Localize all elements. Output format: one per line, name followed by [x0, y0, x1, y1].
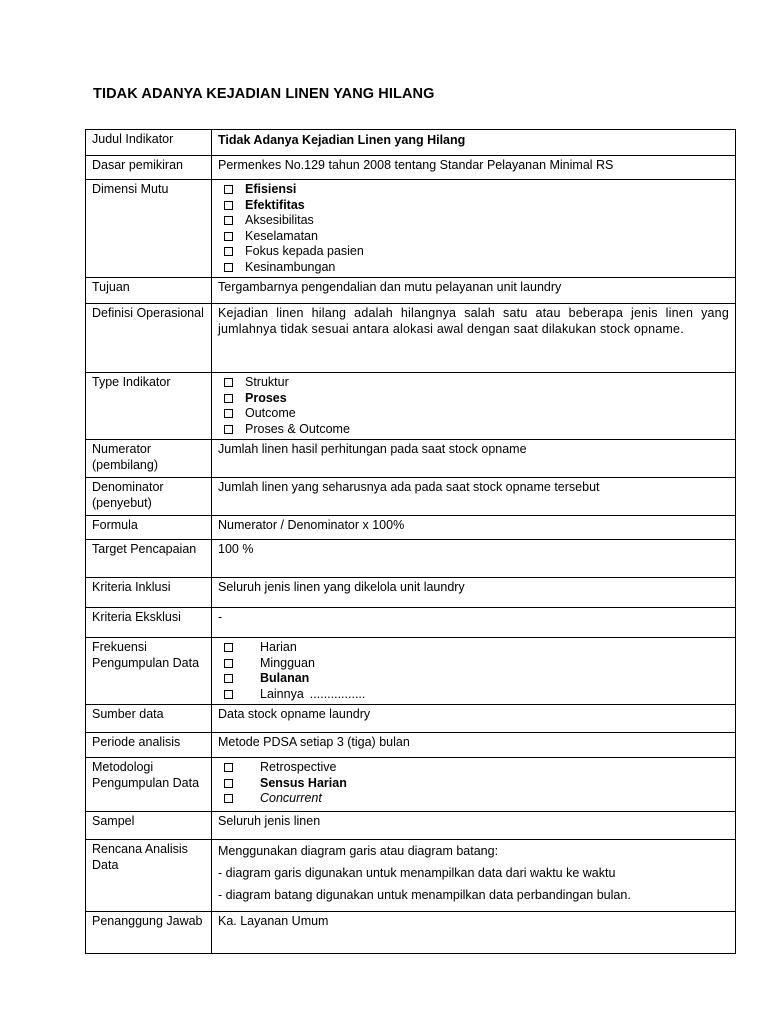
checkbox-icon	[224, 216, 233, 225]
checkbox-item: Mingguan	[224, 656, 729, 672]
rencana-line: - diagram garis digunakan untuk menampilkan data dari waktu ke waktu	[218, 866, 616, 880]
value-kriteria-inklusi: Seluruh jenis linen yang dikelola unit laundry	[212, 578, 736, 608]
checkbox-icon	[224, 794, 233, 803]
row-type-indikator	[86, 373, 736, 440]
checkbox-icon	[224, 425, 233, 434]
value-penanggung-jawab: Ka. Layanan Umum	[212, 912, 736, 954]
label-numerator: Numerator (pembilang)	[86, 440, 212, 478]
checkbox-item: Struktur	[224, 375, 729, 391]
value-dimensi-mutu	[212, 180, 736, 278]
label-kriteria-eksklusi: Kriteria Eksklusi	[86, 608, 212, 638]
row-target	[86, 540, 736, 578]
checkbox-item: Efektifitas	[224, 198, 729, 214]
indicator-table	[85, 129, 736, 954]
label-penanggung-jawab: Penanggung Jawab	[86, 912, 212, 954]
checkbox-icon	[224, 763, 233, 772]
label-tujuan: Tujuan	[86, 278, 212, 304]
checkbox-item: Aksesibilitas	[224, 213, 729, 229]
row-dimensi-mutu	[86, 180, 736, 278]
checkbox-icon	[224, 247, 233, 256]
frekuensi-list	[218, 640, 729, 702]
row-rencana-analisis	[86, 840, 736, 912]
row-dasar-pemikiran	[86, 156, 736, 180]
label-sumber-data: Sumber data	[86, 705, 212, 733]
checkbox-icon	[224, 185, 233, 194]
value-rencana-analisis	[212, 840, 736, 912]
lainnya-blank: ................	[309, 686, 366, 701]
checkbox-icon	[224, 409, 233, 418]
label-rencana-analisis: Rencana Analisis Data	[86, 840, 212, 912]
checkbox-item: Concurrent	[224, 791, 729, 807]
row-penanggung-jawab	[86, 912, 736, 954]
value-definisi-operasional: Kejadian linen hilang adalah hilangnya salah satu atau beberapa jenis linen yang jumlahnya tidak sesuai antara alokasi awal dengan saat dilakukan stock opname.	[212, 304, 736, 373]
label-kriteria-inklusi: Kriteria Inklusi	[86, 578, 212, 608]
checkbox-item: Keselamatan	[224, 229, 729, 245]
checkbox-item: Outcome	[224, 406, 729, 422]
row-kriteria-eksklusi	[86, 608, 736, 638]
value-target: 100 %	[212, 540, 736, 578]
checkbox-icon	[224, 263, 233, 272]
label-sampel: Sampel	[86, 812, 212, 840]
label-metodologi: Metodologi Pengumpulan Data	[86, 758, 212, 812]
rencana-line: - diagram batang digunakan untuk menampilkan data perbandingan bulan.	[218, 888, 631, 902]
checkbox-icon	[224, 232, 233, 241]
checkbox-item: Kesinambungan	[224, 260, 729, 276]
checkbox-item: Sensus Harian	[224, 776, 729, 792]
checkbox-icon	[224, 779, 233, 788]
row-metodologi	[86, 758, 736, 812]
checkbox-item: Fokus kepada pasien	[224, 244, 729, 260]
label-dimensi-mutu: Dimensi Mutu	[86, 180, 212, 278]
value-type-indikator	[212, 373, 736, 440]
row-numerator	[86, 440, 736, 478]
checkbox-item: Proses	[224, 391, 729, 407]
checkbox-item: Bulanan	[224, 671, 729, 687]
value-metodologi	[212, 758, 736, 812]
checkbox-icon	[224, 690, 233, 699]
checkbox-icon	[224, 674, 233, 683]
label-judul-indikator: Judul Indikator	[86, 130, 212, 156]
row-kriteria-inklusi	[86, 578, 736, 608]
label-denominator: Denominator (penyebut)	[86, 478, 212, 516]
value-sumber-data: Data stock opname laundry	[212, 705, 736, 733]
value-denominator: Jumlah linen yang seharusnya ada pada saat stock opname tersebut	[212, 478, 736, 516]
value-frekuensi	[212, 638, 736, 705]
checkbox-icon	[224, 394, 233, 403]
value-numerator: Jumlah linen hasil perhitungan pada saat stock opname	[212, 440, 736, 478]
row-formula	[86, 516, 736, 540]
label-target: Target Pencapaian	[86, 540, 212, 578]
checkbox-item: Proses & Outcome	[224, 422, 729, 438]
value-sampel: Seluruh jenis linen	[212, 812, 736, 840]
checkbox-icon	[224, 643, 233, 652]
rencana-line: Menggunakan diagram garis atau diagram batang:	[218, 844, 499, 858]
value-dasar-pemikiran: Permenkes No.129 tahun 2008 tentang Standar Pelayanan Minimal RS	[212, 156, 736, 180]
row-tujuan	[86, 278, 736, 304]
row-periode-analisis	[86, 733, 736, 758]
checkbox-icon	[224, 659, 233, 668]
checkbox-icon	[224, 378, 233, 387]
checkbox-item: Lainnya ................	[224, 687, 729, 703]
dimensi-mutu-list	[218, 182, 729, 275]
row-denominator	[86, 478, 736, 516]
checkbox-item: Efisiensi	[224, 182, 729, 198]
checkbox-item: Retrospective	[224, 760, 729, 776]
label-definisi-operasional: Definisi Operasional	[86, 304, 212, 373]
label-periode-analisis: Periode analisis	[86, 733, 212, 758]
checkbox-item: Harian	[224, 640, 729, 656]
row-sampel	[86, 812, 736, 840]
row-judul-indikator	[86, 130, 736, 156]
row-frekuensi	[86, 638, 736, 705]
label-type-indikator: Type Indikator	[86, 373, 212, 440]
label-dasar-pemikiran: Dasar pemikiran	[86, 156, 212, 180]
type-indikator-list	[218, 375, 729, 437]
row-sumber-data	[86, 705, 736, 733]
metodologi-list	[218, 760, 729, 807]
checkbox-icon	[224, 201, 233, 210]
value-judul-indikator: Tidak Adanya Kejadian Linen yang Hilang	[212, 130, 736, 156]
label-formula: Formula	[86, 516, 212, 540]
document-title: TIDAK ADANYA KEJADIAN LINEN YANG HILANG	[93, 86, 435, 102]
value-tujuan: Tergambarnya pengendalian dan mutu pelayanan unit laundry	[212, 278, 736, 304]
value-formula: Numerator / Denominator x 100%	[212, 516, 736, 540]
value-periode-analisis: Metode PDSA setiap 3 (tiga) bulan	[212, 733, 736, 758]
value-kriteria-eksklusi: -	[212, 608, 736, 638]
label-frekuensi: Frekuensi Pengumpulan Data	[86, 638, 212, 705]
row-definisi-operasional	[86, 304, 736, 373]
